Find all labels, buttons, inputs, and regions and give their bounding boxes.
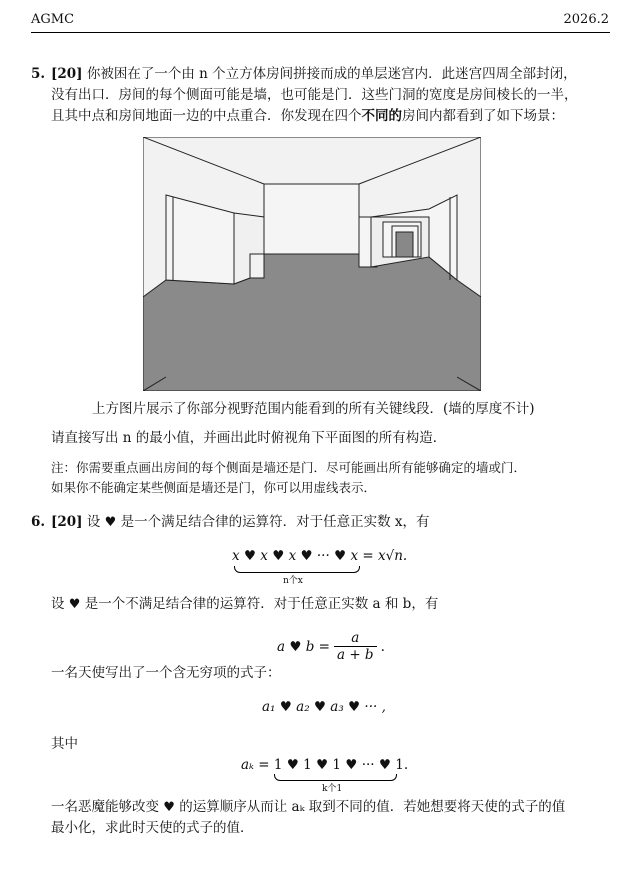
equation-1-rhs: = x√n. xyxy=(362,548,408,564)
problem-5-line-1 xyxy=(51,64,577,84)
header-rule xyxy=(31,32,610,33)
equation-4-body: 1 ♥ 1 ♥ 1 ♥ ··· ♥ 1 xyxy=(273,757,404,773)
equation-4-underbrace-label: k个1 xyxy=(322,784,343,794)
problem-6-line-3: 一名天使写出了一个含无穷项的式子： xyxy=(51,665,281,681)
problem-5-number: 5. xyxy=(31,66,46,82)
problem-6-line-1: [20] 设 ♥ 是一个满足结合律的运算符．对于任意正实数 x，有 xyxy=(51,514,430,530)
problem-6-number: 6. xyxy=(31,514,46,530)
problem-5-note-1: 注：你需要重点画出房间的每个侧面是墙还是门．尽可能画出所有能够确定的墙或门． xyxy=(51,460,527,475)
problem-5-question: 请直接写出 n 的最小值，并画出此时俯视角下平面图的所有构造． xyxy=(51,430,447,446)
problem-5-note-2: 如果你不能确定某些侧面是墙还是门，你可以用虚线表示． xyxy=(51,480,377,495)
header-left: AGMC xyxy=(31,12,75,27)
problem-5-text-1: 你被困在了一个由 n 个立方体房间拼接而成的单层迷宫内．此迷宫四周全部封闭， xyxy=(86,66,577,82)
fraction-denominator: a + b xyxy=(334,646,377,663)
equation-2: a ♥ b = $\frac{a}{a + b}$ . xyxy=(277,630,385,663)
underbrace-4 xyxy=(274,774,397,781)
problem-5-line-2: 没有出口．房间的每个侧面可能是墙，也可能是门．这些门洞的宽度是房间棱长的一半， xyxy=(51,87,578,103)
broken-heart-icon: ♥ xyxy=(68,597,81,612)
emphasis-different: 不同的 xyxy=(361,108,402,124)
problem-6-line-2: 设 ♥ 是一个不满足结合律的运算符．对于任意正实数 a 和 b，有 xyxy=(51,596,439,612)
equation-3: a₁ ♥ a₂ ♥ a₃ ♥ ··· , xyxy=(262,699,386,715)
problem-6-line-6: 最小化，求此时天使的式子的值． xyxy=(51,820,254,836)
equation-1 xyxy=(232,548,407,564)
heart-icon: ♥ xyxy=(104,515,117,530)
problem-5-line-3: 且其中点和房间地面一边的中点重合．你发现在四个不同的房间内都看到了如下场景： xyxy=(51,108,564,124)
fraction-numerator: a xyxy=(351,630,360,646)
equation-1-lhs: x ♥ x ♥ x ♥ ··· ♥ x xyxy=(232,548,359,564)
problem-5-points: [20] xyxy=(51,66,83,82)
corridor-figure xyxy=(143,137,481,391)
equation-4: aₖ = 1 ♥ 1 ♥ 1 ♥ ··· ♥ 1. xyxy=(241,757,409,773)
broken-heart-icon: ♥ xyxy=(163,800,175,815)
header-right: 2026.2 xyxy=(563,12,609,27)
problem-6-points: [20] xyxy=(51,514,83,530)
problem-6-line-4: 其中 xyxy=(51,736,78,752)
problem-6-line-5: 一名恶魔能够改变 ♥ 的运算顺序从而让 aₖ 取到不同的值．若她想要将天使的式子的值 xyxy=(51,799,566,815)
figure-caption: 上方图片展示了你部分视野范围内能看到的所有关键线段．(墙的厚度不计) xyxy=(92,401,535,417)
equation-1-underbrace-label: n个x xyxy=(283,576,303,586)
underbrace-1 xyxy=(234,566,360,573)
